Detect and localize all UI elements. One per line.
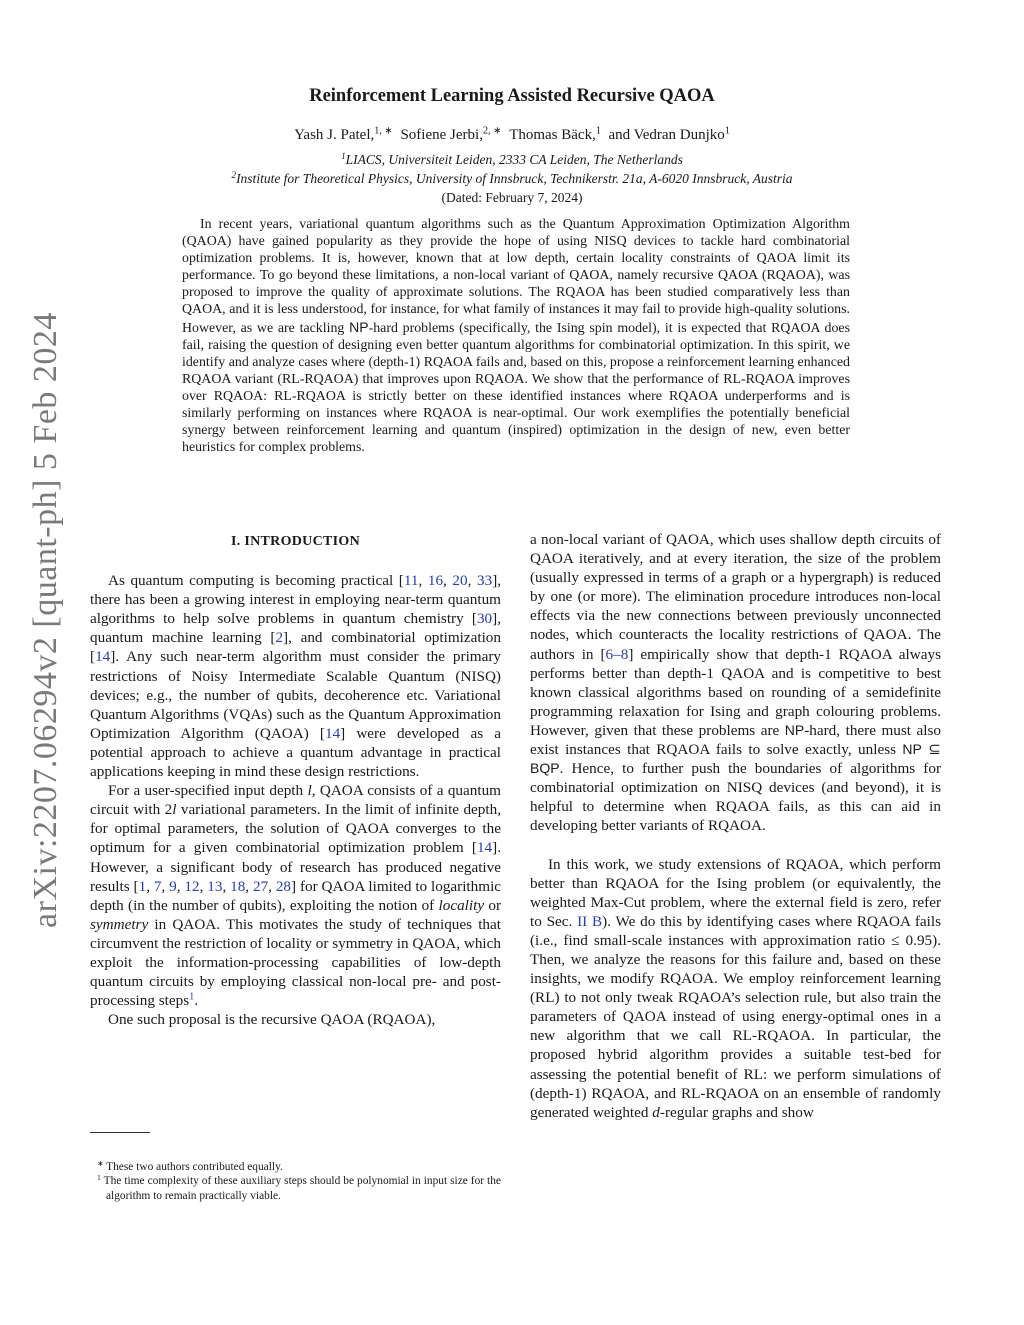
affiliation-text: LIACS, Universiteit Leiden, 2333 CA Leiden, The Netherlands: [345, 152, 683, 167]
text: a non-local variant of QAOA, which uses shallow depth circuits of QAOA iteratively, and at every iteration, the size of the problem (usually expressed in terms of a graph or a hypergraph) is reduced by one (or more). The elimination procedure introduces non-local effects via the new connections between previously unconnected nodes, which counteracts the locality restrictions of QAOA. The authors in [: [530, 531, 941, 663]
paper-title: Reinforcement Learning Assisted Recursive QAOA: [309, 86, 715, 106]
intro-paragraph-3: One such proposal is the recursive QAOA (RQAOA),: [108, 1011, 436, 1029]
text: ], and combinatorial optimization [: [90, 629, 501, 666]
citation-link[interactable]: 30: [476, 610, 493, 628]
dated-line: (Dated: February 7, 2024): [441, 190, 583, 205]
footnote-marker: ∗: [97, 1158, 104, 1168]
text: ] for QAOA limited to logarithmic depth (in the number of qubits), exploiting the notion of: [90, 877, 502, 914]
text: ] were developed as a potential approach to achieve a quantum advantage in practical applications keeping in mind these design restrictions.: [90, 724, 501, 781]
text: . Hence, to further push the boundaries of algorithms for combinatorial optimization on NISQ devices (and beyond), it is helpful to determine when RQAOA fails, as this can aid in developing better variants of RQAOA.: [530, 760, 941, 835]
text: -hard, there must also exist instances that RQAOA fails to solve exactly, unless: [530, 721, 941, 759]
text: .: [194, 992, 199, 1010]
subset-symbol: ⊆: [921, 741, 941, 759]
text: ,: [443, 572, 453, 590]
citation-link[interactable]: 7: [153, 877, 162, 895]
citation-link[interactable]: 28: [275, 877, 292, 895]
footnote: [90, 1174, 501, 1203]
citation-link[interactable]: 1: [138, 877, 147, 895]
author-name: and Vedran Dunjko: [608, 127, 725, 143]
np-class: NP: [349, 318, 369, 335]
arxiv-id-text: arXiv:2207.06294v2 [quant-ph] 5 Feb 2024: [27, 312, 64, 928]
affiliation-text: Institute for Theoretical Physics, University of Innsbruck, Technikerstr. 21a, A-6020 Innsbruck, Austria: [236, 171, 793, 186]
text: ,: [467, 572, 477, 590]
author-list: [0, 127, 1024, 144]
citation-link[interactable]: 14: [95, 648, 111, 666]
author-name: Yash J. Patel,: [294, 127, 375, 143]
math-var: l: [172, 801, 177, 819]
citation-link[interactable]: 14: [476, 839, 493, 857]
text: ], quantum machine learning [: [90, 610, 501, 647]
citation-link[interactable]: 16: [427, 572, 444, 590]
author-name: Sofiene Jerbi,: [400, 127, 483, 143]
citation-link[interactable]: 12: [184, 877, 200, 895]
footnote-divider: [90, 1132, 150, 1133]
footnote-text: These two authors contributed equally.: [106, 1161, 283, 1173]
footnotes: [90, 1160, 501, 1203]
intro-paragraph-2: For a user-specified input depth l, QAOA consists of a quantum circuit with 2l variational parameters. In the limit of infinite depth, for optimal parameters, the solution of QAOA converges to the optimum for a given combinatorial optimization problem [14]. However, a significant body of research has produced negative results [1, 7, 9, 12, 13, 18, 27, 28] for QAOA limited to logarithmic depth (in the number of qubits), exploiting the notion of locality or symmetry in QAOA. This motivates the study of techniques that circumvent the restriction of locality or symmetry in QAOA, which exploit the information-processing capabilities of low-depth quantum circuits by employing classical non-local pre- and post-processing steps$^1$.: [90, 782, 502, 1010]
abstract-text: -hard problems (specifically, the Ising spin model), it is expected that RQAOA does fail, raising the question of designing even better quantum algorithms for combinatorial optimization. In this spirit, we identify and analyze cases where (depth-1) RQAOA fails and, based on this, propose a reinforcement learning enhanced RQAOA variant (RL-RQAOA) that improves upon RQAOA. We show that the performance of RL-RQAOA improves over RQAOA: RL-RQAOA is strictly better on these identified instances where RQAOA underperforms and is similarly performing on instances where RQAOA is near-optimal. Our work exemplifies the potentially beneficial synergy between reinforcement learning and quantum (inspired) optimization in the design of new, even better heuristics for complex problems.: [182, 320, 850, 456]
text: , QAOA consists of a quantum circuit with 2: [90, 782, 501, 819]
np-class: NP: [902, 741, 922, 758]
emphasis: locality: [438, 896, 485, 914]
citation-link[interactable]: 9: [169, 877, 177, 895]
footnote-text: The time complexity of these auxiliary steps should be polynomial in input size for the algorithm to remain practically viable.: [103, 1175, 501, 1202]
citation-link[interactable]: 18: [230, 877, 246, 895]
text: ). We do this by identifying cases where RQAOA fails (i.e., find small-scale instances with approximation ratio ≤ 0.95). Then, we analyze the reasons for this failure and, based on these insights, we modify RQAOA. We employ reinforcement learning (RL) to not only tweak RQAOA’s selection rule, but also train the parameters of QAOA instead of using energy-optimal ones in a new algorithm that we call RL-RQAOA. In particular, the proposed hybrid algorithm provides a suitable test-bed for assessing the potential benefit of RL: we perform simulations of (depth-1) RQAOA, and RL-RQAOA on an ensemble of randomly generated weighted: [530, 912, 942, 1121]
abstract-text: In recent years, variational quantum algorithms such as the Quantum Approximation Optimization Algorithm (QAOA) have gained popularity as they provide the hope of using NISQ devices to tackle hard combinatorial optimization problems. It is, however, known that at low depth, certain locality constraints of QAOA limit its performance. To go beyond these limitations, a non-local variant of QAOA, namely recursive QAOA (RQAOA), was proposed to improve the quality of approximate solutions. The RQAOA has been studied comparatively less than QAOA, and it is less understood, for instance, for what family of instances it may fail to provide high-quality solutions. However, as we are tackling: [182, 217, 850, 336]
text: In this work, we study extensions of RQAOA, which perform better than RQAOA for the Ising problem (or equivalently, the weighted Max-Cut problem, where the external field is zero, refer to Sec.: [530, 855, 941, 930]
np-class: NP: [784, 721, 805, 738]
text: ,: [418, 572, 428, 590]
affiliation-mark: 1: [341, 150, 346, 161]
citation-link[interactable]: 14: [324, 724, 341, 742]
text: As quantum computing is becoming practical [: [108, 572, 404, 590]
text: -regular graphs and show: [659, 1103, 814, 1121]
left-column: [90, 530, 501, 1029]
footnote-marker: 1: [97, 1173, 101, 1183]
citation-link[interactable]: 33: [477, 572, 493, 590]
text: in QAOA. This motivates the study of techniques that circumvent the restriction of locality or symmetry in QAOA, which exploit the information-processing capabilities of low-depth quantum circuits by employing classical non-local pre- and post-processing steps: [90, 915, 501, 1010]
author-affil-mark: 1, ∗: [374, 125, 393, 137]
math-var: d: [652, 1103, 660, 1121]
section-link[interactable]: II B: [577, 912, 603, 930]
author-affil-mark: 1: [595, 125, 601, 137]
abstract: [182, 216, 850, 456]
author-affil-mark: 2, ∗: [482, 125, 502, 137]
intro-paragraph-4: [530, 855, 941, 1122]
citation-link[interactable]: 6–8: [605, 645, 629, 663]
intro-paragraph-1: [90, 571, 501, 781]
intro-paragraph-continued: [530, 530, 941, 836]
text: For a user-specified input depth: [108, 782, 308, 800]
section-heading: I. INTRODUCTION: [231, 534, 360, 549]
author-affil-mark: 1: [724, 125, 730, 137]
author-name: Thomas Bäck,: [509, 127, 596, 143]
citation-link[interactable]: 27: [252, 877, 269, 895]
text: variational parameters. In the limit of infinite depth, for optimal parameters, the solution of QAOA converges to the optimum for a given combinatorial optimization problem [: [90, 801, 501, 857]
text: ]. Any such near-term algorithm must consider the primary restrictions of Noisy Intermediate Scalable Quantum (NISQ) devices; e.g., the number of qubits, decoherence etc. Variational Quantum Algorithms (VQAs) such as the Quantum Approximation Optimization Algorithm (QAOA) [: [90, 648, 501, 742]
citation-link[interactable]: 20: [452, 572, 468, 590]
bqp-class: BQP: [530, 760, 560, 777]
citation-link[interactable]: 11: [403, 572, 419, 590]
footnote: [90, 1160, 501, 1174]
text: ], there has been a growing interest in employing near-term quantum algorithms to help solve problems in quantum chemistry [: [90, 572, 502, 628]
math-var: l: [307, 782, 312, 800]
affiliation-mark: 2: [231, 169, 237, 180]
citation-link[interactable]: 2: [275, 629, 284, 647]
affiliation-1: [0, 152, 1024, 168]
text: or: [484, 896, 501, 914]
right-column: [530, 530, 941, 1122]
text: ] empirically show that depth-1 RQAOA always performs better than depth-1 QAOA and is competitive to best known classical algorithms based on rounding of a semidefinite programming relaxation for Ising and graph colouring problems. However, given that these problems are: [530, 645, 941, 739]
affiliation-2: [0, 171, 1024, 187]
citation-link[interactable]: 13: [207, 877, 223, 895]
footnote-mark[interactable]: 1: [189, 991, 195, 1003]
emphasis: symmetry: [90, 915, 149, 933]
text: ]. However, a significant body of research has produced negative results [: [90, 839, 501, 895]
